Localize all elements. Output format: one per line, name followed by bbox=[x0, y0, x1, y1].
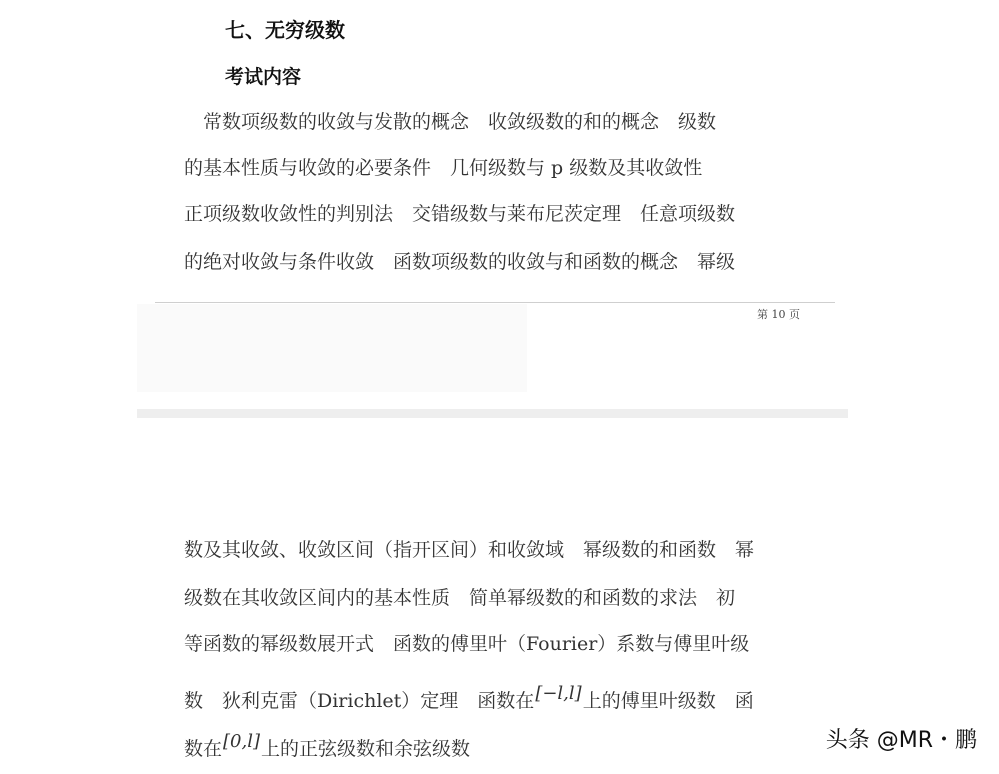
line-9-text-a: 数在 bbox=[184, 738, 223, 760]
page-number: 第 10 页 bbox=[757, 308, 800, 321]
body-line-8 bbox=[184, 680, 806, 715]
line-9-text-b: 上的正弦级数和余弦级数 bbox=[261, 738, 471, 760]
body-line-1: 常数项级数的收敛与发散的概念 收敛级数的和的概念 级数 bbox=[184, 111, 717, 133]
watermark-label: 头条 @MR・鹏 bbox=[825, 728, 977, 753]
section-title: 七、无穷级数 bbox=[225, 18, 345, 42]
body-line-2: 的基本性质与收敛的必要条件 几何级数与 p 级数及其收敛性 bbox=[184, 157, 703, 179]
footer-shade bbox=[137, 304, 527, 392]
footer-divider bbox=[155, 302, 835, 303]
body-line-7: 等函数的幂级数展开式 函数的傅里叶（Fourier）系数与傅里叶级 bbox=[184, 633, 750, 655]
body-line-9 bbox=[184, 728, 806, 763]
body-line-4: 的绝对收敛与条件收敛 函数项级数的收敛与和函数的概念 幂级 bbox=[184, 251, 736, 273]
line-8-text-b: 上的傅里叶级数 函 bbox=[582, 690, 754, 712]
document-page-1 bbox=[137, 0, 848, 412]
document-page-2 bbox=[137, 418, 848, 774]
body-line-5: 数及其收敛、收敛区间（指开区间）和收敛域 幂级数的和函数 幂 bbox=[184, 539, 755, 561]
interval-formula-2: [0,l] bbox=[223, 731, 260, 752]
interval-formula: [−l,l] bbox=[535, 683, 582, 704]
body-line-6: 级数在其收敛区间内的基本性质 简单幂级数的和函数的求法 初 bbox=[184, 587, 736, 609]
page-separator bbox=[137, 409, 848, 418]
line-8-text-a: 数 狄利克雷（Dirichlet）定理 函数在 bbox=[184, 690, 535, 712]
body-line-3: 正项级数收敛性的判别法 交错级数与莱布尼茨定理 任意项级数 bbox=[184, 203, 736, 225]
subsection-title: 考试内容 bbox=[225, 66, 302, 88]
